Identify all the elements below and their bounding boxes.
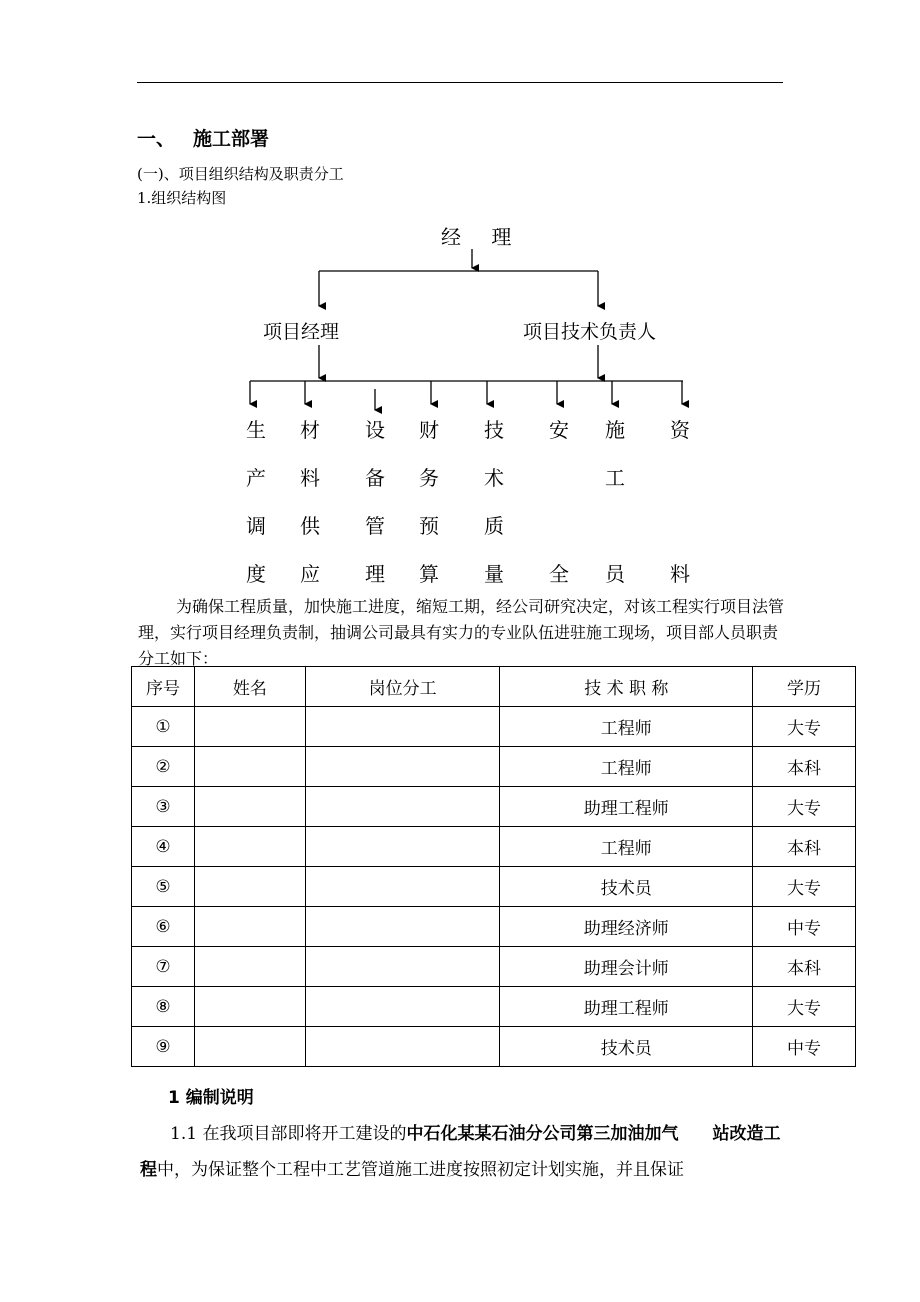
header-title: 技 术 职 称 bbox=[500, 667, 753, 707]
org-node-manager: 经 理 bbox=[441, 225, 524, 249]
cell-position bbox=[305, 987, 500, 1027]
org-chart-caption: 1.组织结构图 bbox=[137, 189, 227, 207]
cell-position bbox=[305, 707, 500, 747]
cell-education: 大专 bbox=[753, 787, 856, 827]
cell-education: 本科 bbox=[753, 747, 856, 787]
intro-paragraph: 为确保工程质量，加快施工进度，缩短工期，经公司研究决定，对该工程实行项目法管理，实行项目经理负责制，抽调公司最具有实力的专业队伍进驻施工现场，项目部人员职责分工如下： bbox=[138, 597, 785, 668]
compile-para-rest: 中，为保证整个工程中工艺管道施工进度按照初定计划实施，并且保证 bbox=[157, 1160, 684, 1180]
staff-table bbox=[131, 666, 856, 1067]
cell-title: 工程师 bbox=[500, 707, 753, 747]
org-chart-connectors bbox=[0, 0, 920, 600]
cell-name bbox=[194, 987, 305, 1027]
cell-name bbox=[194, 827, 305, 867]
cell-name bbox=[194, 907, 305, 947]
table-row bbox=[132, 907, 856, 947]
cell-title: 工程师 bbox=[500, 747, 753, 787]
org-node-tech-lead: 项目技术负责人 bbox=[523, 321, 657, 343]
cell-position bbox=[305, 827, 500, 867]
cell-name bbox=[194, 867, 305, 907]
cell-title: 工程师 bbox=[500, 827, 753, 867]
cell-education: 大专 bbox=[753, 707, 856, 747]
cell-education: 本科 bbox=[753, 947, 856, 987]
cell-education: 大专 bbox=[753, 987, 856, 1027]
header-education: 学历 bbox=[753, 667, 856, 707]
cell-position bbox=[305, 947, 500, 987]
header-no: 序号 bbox=[132, 667, 195, 707]
header-name: 姓名 bbox=[194, 667, 305, 707]
table-row bbox=[132, 787, 856, 827]
cell-name bbox=[194, 747, 305, 787]
table-row bbox=[132, 987, 856, 1027]
org-node-project-manager: 项目经理 bbox=[263, 321, 340, 343]
table-row bbox=[132, 707, 856, 747]
subsection-title: (一)、项目组织结构及职责分工 bbox=[137, 165, 344, 183]
cell-no: ⑤ bbox=[132, 867, 195, 907]
cell-name bbox=[194, 1027, 305, 1067]
cell-title: 助理经济师 bbox=[500, 907, 753, 947]
cell-title: 助理会计师 bbox=[500, 947, 753, 987]
cell-no: ③ bbox=[132, 787, 195, 827]
cell-title: 技术员 bbox=[500, 1027, 753, 1067]
cell-no: ⑧ bbox=[132, 987, 195, 1027]
cell-education: 中专 bbox=[753, 907, 856, 947]
cell-education: 中专 bbox=[753, 1027, 856, 1067]
header-position: 岗位分工 bbox=[305, 667, 500, 707]
compile-paragraph bbox=[140, 1116, 790, 1188]
table-row bbox=[132, 747, 856, 787]
cell-no: ⑥ bbox=[132, 907, 195, 947]
cell-position bbox=[305, 907, 500, 947]
table-row bbox=[132, 867, 856, 907]
cell-position bbox=[305, 1027, 500, 1067]
compile-section-title: 1 编制说明 bbox=[168, 1088, 254, 1108]
cell-position bbox=[305, 747, 500, 787]
cell-name bbox=[194, 947, 305, 987]
compile-para-prefix: 1.1 在我项目部即将开工建设的 bbox=[170, 1124, 407, 1144]
cell-no: ⑨ bbox=[132, 1027, 195, 1067]
cell-title: 助理工程师 bbox=[500, 787, 753, 827]
cell-no: ① bbox=[132, 707, 195, 747]
cell-name bbox=[194, 707, 305, 747]
cell-name bbox=[194, 787, 305, 827]
table-row bbox=[132, 947, 856, 987]
cell-position bbox=[305, 867, 500, 907]
heading-title: 施工部署 bbox=[193, 128, 270, 150]
heading-number: 一、 bbox=[137, 128, 176, 150]
cell-title: 技术员 bbox=[500, 867, 753, 907]
cell-title: 助理工程师 bbox=[500, 987, 753, 1027]
cell-education: 大专 bbox=[753, 867, 856, 907]
cell-position bbox=[305, 787, 500, 827]
cell-no: ② bbox=[132, 747, 195, 787]
cell-no: ⑦ bbox=[132, 947, 195, 987]
table-row bbox=[132, 827, 856, 867]
table-row bbox=[132, 1027, 856, 1067]
project-name: 中石化某某石油分公司第三加油加气 站改造工程 bbox=[140, 1124, 781, 1180]
cell-no: ④ bbox=[132, 827, 195, 867]
table-header-row bbox=[132, 667, 856, 707]
cell-education: 本科 bbox=[753, 827, 856, 867]
